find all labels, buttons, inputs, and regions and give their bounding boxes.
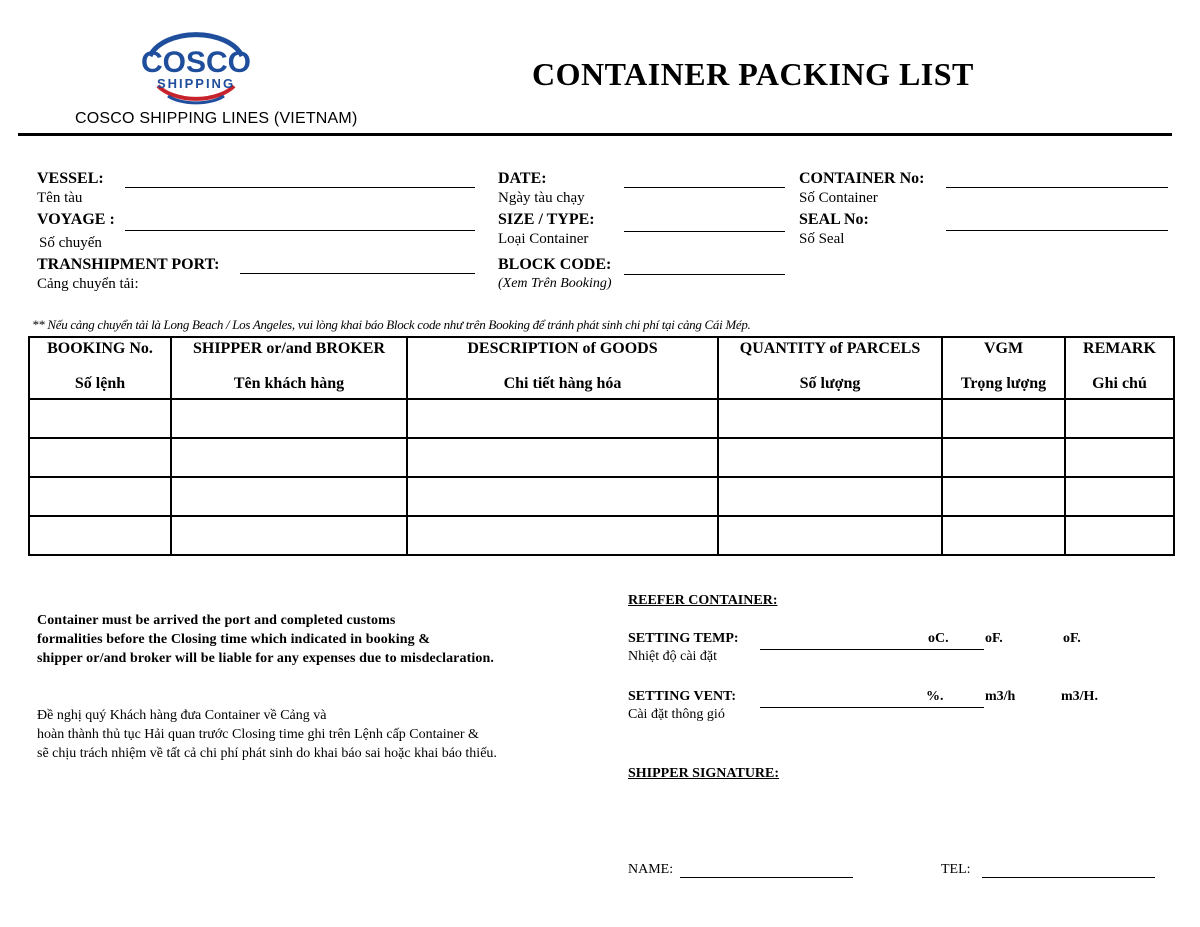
- setting-temp-field[interactable]: [760, 649, 984, 650]
- table-cell[interactable]: [718, 399, 942, 438]
- transhipment-label-vn: Cảng chuyển tải:: [37, 276, 139, 292]
- notice-english: Container must be arrived the port and completed customs formalities before the Closing time which indicated in booking & shipper or/and broker will be liable for any expenses due to misdeclaration.: [37, 613, 494, 666]
- name-field[interactable]: [680, 877, 853, 878]
- col-shipper: SHIPPER or/and BROKER Tên khách hàng: [171, 337, 407, 399]
- size-type-label-vn: Loại Container: [498, 231, 589, 247]
- col-quantity: QUANTITY of PARCELS Số lượng: [718, 337, 942, 399]
- table-cell[interactable]: [1065, 477, 1174, 516]
- shipper-signature-heading: SHIPPER SIGNATURE:: [628, 766, 780, 781]
- col-booking-no: BOOKING No. Số lệnh: [29, 337, 171, 399]
- table-cell[interactable]: [1065, 399, 1174, 438]
- table-cell[interactable]: [942, 516, 1065, 555]
- reefer-heading: REEFER CONTAINER:: [628, 593, 778, 608]
- table-cell[interactable]: [171, 438, 407, 477]
- vessel-field[interactable]: [125, 187, 475, 188]
- table-cell[interactable]: [718, 438, 942, 477]
- table-cell[interactable]: [171, 399, 407, 438]
- name-label: NAME:: [628, 862, 674, 877]
- voyage-field[interactable]: [125, 230, 475, 231]
- container-no-field[interactable]: [946, 187, 1168, 188]
- table-header-row: [29, 337, 1174, 399]
- setting-vent-label: SETTING VENT:: [628, 689, 737, 704]
- table-cell[interactable]: [1065, 438, 1174, 477]
- size-type-field[interactable]: [624, 231, 785, 232]
- seal-no-field[interactable]: [946, 230, 1168, 231]
- vessel-label: VESSEL:: [37, 170, 104, 187]
- vessel-label-vn: Tên tàu: [37, 190, 83, 206]
- table-cell[interactable]: [29, 399, 171, 438]
- col-description: DESCRIPTION of GOODS Chi tiết hàng hóa: [407, 337, 718, 399]
- seal-no-label-vn: Số Seal: [799, 231, 845, 247]
- block-code-label-vn: (Xem Trên Booking): [498, 276, 612, 291]
- transhipment-field[interactable]: [240, 273, 475, 274]
- logo-subword: SHIPPING: [156, 76, 236, 91]
- table-cell[interactable]: [407, 516, 718, 555]
- table-cell[interactable]: [407, 438, 718, 477]
- tel-field[interactable]: [982, 877, 1155, 878]
- table-cell[interactable]: [171, 477, 407, 516]
- notice-vietnamese: Đề nghị quý Khách hàng đưa Container về Cảng và hoàn thành thủ tục Hải quan trước Closing time ghi trên Lệnh cấp Container & sẽ chịu trách nhiệm về tất cả chi phí phát sinh do khai báo sai hoặc khai báo thiếu.: [37, 708, 497, 761]
- block-code-label: BLOCK CODE:: [498, 256, 612, 273]
- container-no-label: CONTAINER No:: [799, 170, 925, 187]
- date-label: DATE:: [498, 170, 547, 187]
- tel-label: TEL:: [941, 862, 971, 877]
- company-name: COSCO SHIPPING LINES (VIETNAM): [75, 110, 358, 127]
- container-no-label-vn: Số Container: [799, 190, 878, 206]
- table-cell[interactable]: [407, 477, 718, 516]
- table-row: [29, 516, 1174, 555]
- table-cell[interactable]: [29, 516, 171, 555]
- table-cell[interactable]: [718, 516, 942, 555]
- table-cell[interactable]: [29, 477, 171, 516]
- table-cell[interactable]: [942, 438, 1065, 477]
- table-cell[interactable]: [171, 516, 407, 555]
- col-remark: REMARK Ghi chú: [1065, 337, 1174, 399]
- table-row: [29, 477, 1174, 516]
- table-cell[interactable]: [942, 477, 1065, 516]
- voyage-label-vn: Số chuyến: [39, 235, 102, 251]
- col-vgm: VGM Trọng lượng: [942, 337, 1065, 399]
- table-cell[interactable]: [1065, 516, 1174, 555]
- voyage-label: VOYAGE :: [37, 211, 115, 228]
- date-label-vn: Ngày tàu chạy: [498, 190, 585, 206]
- seal-no-label: SEAL No:: [799, 211, 869, 228]
- transhipment-label: TRANSHIPMENT PORT:: [37, 256, 220, 273]
- document-title: CONTAINER PACKING LIST: [532, 56, 974, 92]
- table-row: [29, 438, 1174, 477]
- table-row: [29, 399, 1174, 438]
- table-cell[interactable]: [942, 399, 1065, 438]
- temp-unit-f2: oF.: [1063, 631, 1081, 646]
- cosco-logo: [128, 28, 264, 110]
- table-cell[interactable]: [407, 399, 718, 438]
- setting-vent-field[interactable]: [760, 707, 984, 708]
- setting-temp-label: SETTING TEMP:: [628, 631, 739, 646]
- packing-table: [28, 336, 1175, 556]
- temp-unit-c: oC.: [928, 631, 949, 646]
- block-code-note: ** Nếu cảng chuyển tải là Long Beach / Los Angeles, vui lòng khai báo Block code như trên Booking để tránh phát sinh chi phí tại cảng Cái Mép.: [32, 317, 751, 332]
- header-rule: [18, 133, 1172, 136]
- vent-unit-m3h-upper: m3/H.: [1061, 689, 1098, 704]
- setting-temp-label-vn: Nhiệt độ cài đặt: [628, 649, 718, 664]
- size-type-label: SIZE / TYPE:: [498, 211, 595, 228]
- setting-vent-label-vn: Cài đặt thông gió: [628, 707, 725, 722]
- temp-unit-f1: oF.: [985, 631, 1003, 646]
- logo-wordmark: COSCO: [140, 46, 252, 79]
- block-code-field[interactable]: [624, 274, 785, 275]
- vent-unit-m3h: m3/h: [985, 689, 1016, 704]
- table-cell[interactable]: [718, 477, 942, 516]
- table-cell[interactable]: [29, 438, 171, 477]
- vent-unit-percent: %.: [926, 689, 944, 704]
- date-field[interactable]: [624, 187, 785, 188]
